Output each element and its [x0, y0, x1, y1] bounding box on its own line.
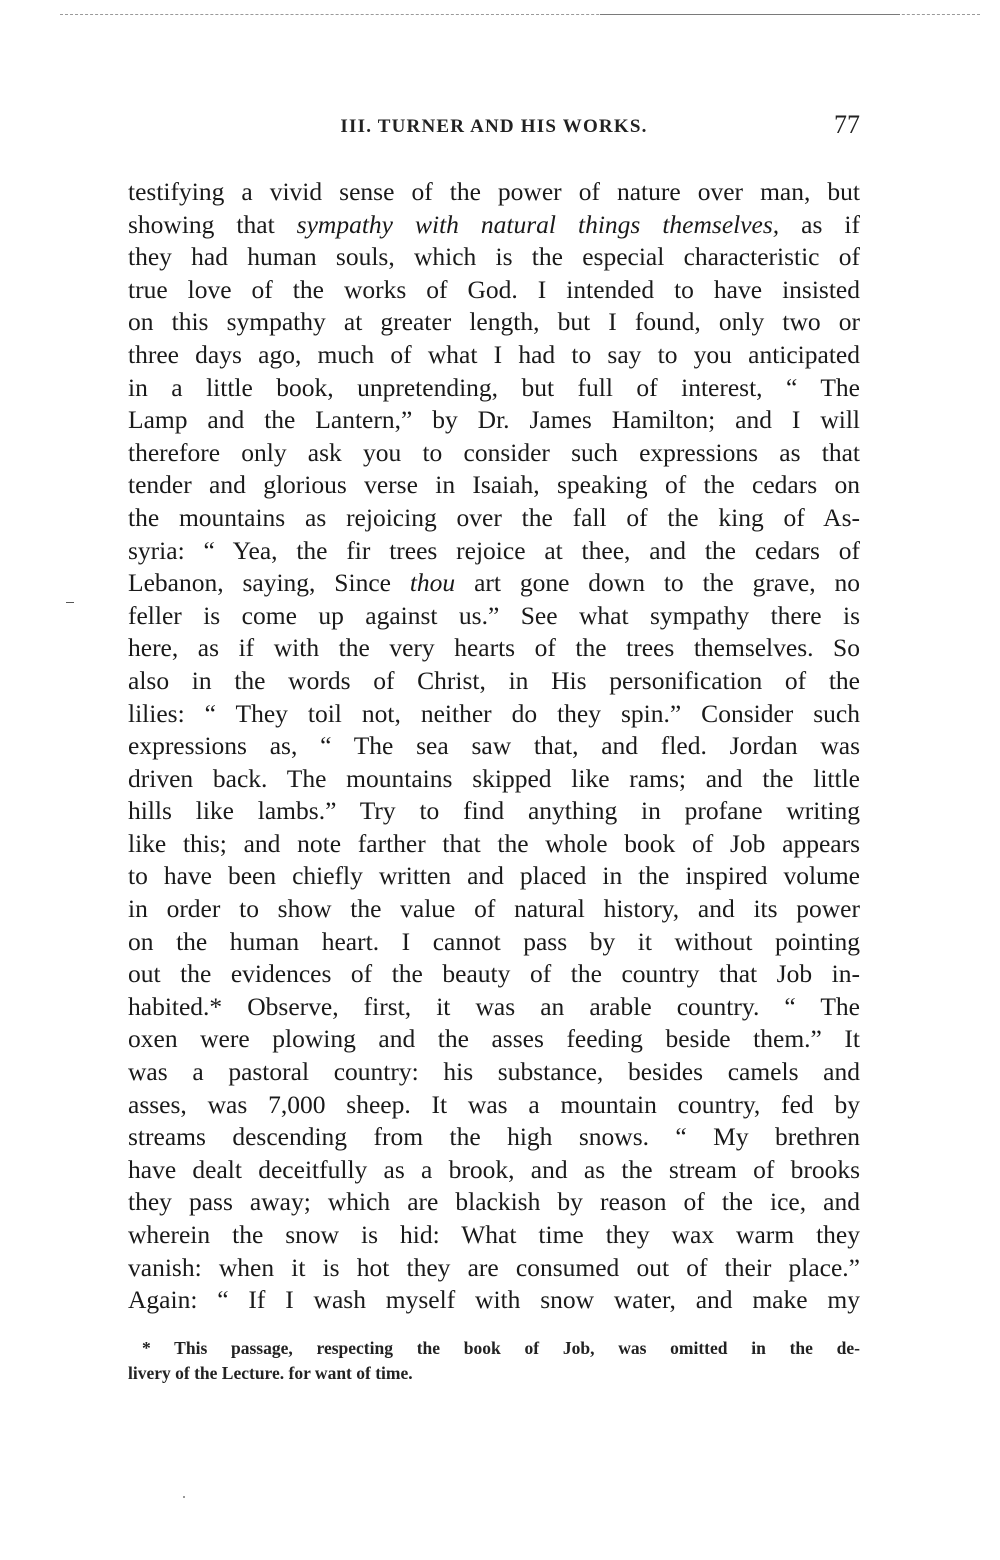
text-line: wherein the snow is hid: What time they wax warm they — [128, 1220, 860, 1249]
text-line: like this; and note farther that the whole book of Job appears — [128, 828, 860, 858]
text-line: also in the words of Christ, in His personification of the — [128, 665, 860, 695]
running-head — [128, 110, 860, 150]
text-line: tender and glorious verse in Isaiah, speaking of the cedars on — [128, 470, 860, 500]
text-line: Lamp and the Lantern,” by Dr. James Hamilton; and I will — [128, 405, 860, 435]
text-line: to have been chiefly written and placed in the inspired volume — [128, 861, 860, 891]
footnote-line-2: livery of the Lecture. for want of time. — [128, 1363, 413, 1383]
text-line: syria: “ Yea, the fir trees rejoice at thee, and the cedars of — [128, 535, 860, 565]
italic-phrase: sympathy with natural things themselves, — [296, 209, 780, 239]
text-line: testifying a vivid sense of the power of nature over man, but — [128, 177, 860, 206]
text-line: in order to show the value of natural history, and its power — [128, 894, 860, 924]
text-line: in a little book, unpretending, but full of interest, “ The — [128, 372, 860, 402]
text-line: hills like lambs.” Try to find anything in profane writing — [128, 796, 860, 826]
text-line: out the evidences of the beauty of the country that Job in- — [128, 959, 860, 989]
text-line: have dealt deceitfully as a brook, and as the stream of brooks — [128, 1154, 860, 1184]
text-line: oxen were plowing and the asses feeding beside them.” It — [128, 1024, 860, 1054]
footnote — [128, 1336, 860, 1386]
page-number: 77 — [834, 110, 860, 139]
text-line: here, as if with the very hearts of the trees themselves. So — [128, 633, 860, 663]
text-line: they had human souls, which is the especial characteristic of — [128, 242, 860, 272]
chapter-title: III. TURNER AND HIS WORKS. — [340, 116, 648, 137]
text-line: driven back. The mountains skipped like rams; and the little — [128, 763, 860, 793]
text-line: Again: “ If I wash myself with snow water, and make my — [128, 1285, 860, 1315]
text-line: on this sympathy at greater length, but I found, only two or — [128, 307, 860, 337]
footnote-line-1: * This passage, respecting the book of Job, was omitted in the de- — [142, 1338, 860, 1358]
scan-edge-rule — [600, 14, 900, 15]
text-line: vanish: when it is hot they are consumed out of their place.” — [128, 1252, 860, 1282]
text-line: habited.* Observe, first, it was an arable country. “ The — [128, 991, 860, 1021]
text-line: asses, was 7,000 sheep. It was a mountain country, fed by — [128, 1089, 860, 1119]
text-line: three days ago, much of what I had to say to you anticipated — [128, 339, 860, 369]
text-line: feller is come up against us.” See what sympathy there is — [128, 600, 860, 630]
text-line: therefore only ask you to consider such expressions as that — [128, 437, 860, 467]
text-line: lilies: “ They toil not, neither do they spin.” Consider such — [128, 698, 860, 728]
body-text — [128, 176, 860, 1317]
margin-mark — [66, 602, 74, 603]
text-line: on the human heart. I cannot pass by it without pointing — [128, 926, 860, 956]
text-line: true love of the works of God. I intended to have insisted — [128, 274, 860, 304]
italic-phrase: thou — [409, 568, 456, 598]
text-line: showing that sympathy with natural things themselves, as if — [128, 209, 860, 239]
scan-speck — [183, 1496, 185, 1498]
text-line: streams descending from the high snows. “ My brethren — [128, 1122, 860, 1152]
text-line: they pass away; which are blackish by reason of the ice, and — [128, 1187, 860, 1217]
text-line: was a pastoral country: his substance, besides camels and — [128, 1057, 860, 1087]
text-line: Lebanon, saying, Since thou art gone down to the grave, no — [128, 568, 860, 598]
text-line: expressions as, “ The sea saw that, and fled. Jordan was — [128, 731, 860, 761]
text-line: the mountains as rejoicing over the fall of the king of As- — [128, 502, 860, 532]
